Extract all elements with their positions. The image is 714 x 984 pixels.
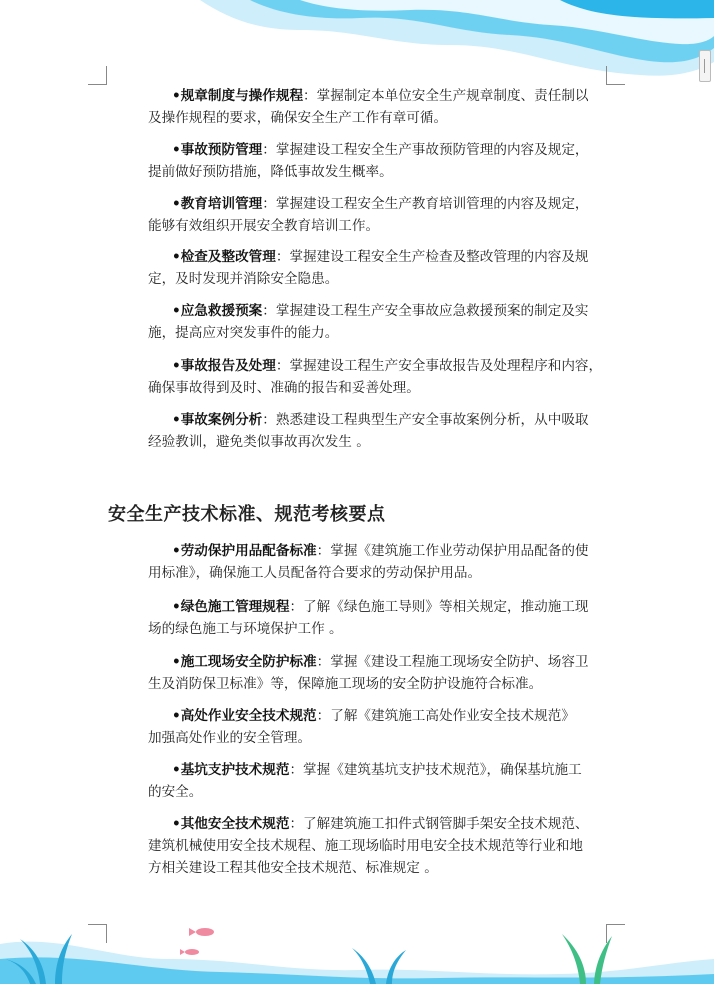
item-text: ：掌握《建筑施工作业劳动保护用品配备的使 xyxy=(316,543,589,559)
list-item xyxy=(148,813,610,879)
item-text: ：了解《建筑施工高处作业安全技术规范》 xyxy=(316,708,575,724)
item-text: ：掌握《建筑基坑支护技术规范》，确保基坑施工 xyxy=(289,762,582,778)
item-text: 方相关建设工程其他安全技术规范、标准规定 。 xyxy=(148,860,438,876)
scroll-handle[interactable] xyxy=(699,50,711,82)
section-heading: 安全生产技术标准、规范考核要点 xyxy=(108,504,386,525)
item-text: 提前做好预防措施，降低事故发生概率。 xyxy=(148,164,393,180)
item-text: ：了解《绿色施工导则》等相关规定，推动施工现 xyxy=(289,599,589,615)
item-term: •施工现场安全防护标准 xyxy=(172,654,317,670)
page-corner-mark xyxy=(606,66,625,85)
item-text: 建筑机械使用安全技术规程、施工现场临时用电安全技术规范等行业和地 xyxy=(148,838,583,854)
list-item xyxy=(148,85,610,129)
list-item xyxy=(148,540,610,584)
item-text: 用标准》，确保施工人员配备符合要求的劳动保护用品。 xyxy=(148,565,482,581)
item-term: •教育培训管理 xyxy=(172,196,263,212)
item-text: 及操作规程的要求，确保安全生产工作有章可循。 xyxy=(148,110,448,126)
item-text: 定，及时发现并消除安全隐患。 xyxy=(148,271,339,287)
item-term: •高处作业安全技术规范 xyxy=(172,708,317,724)
item-text: ：掌握建设工程安全生产事故预防管理的内容及规定， xyxy=(262,142,589,158)
item-text: 能够有效组织开展安全教育培训工作。 xyxy=(148,218,380,234)
item-term: •基坑支护技术规范 xyxy=(172,762,290,778)
list-item xyxy=(148,651,610,695)
item-text: ：掌握建设工程安全生产教育培训管理的内容及规定， xyxy=(262,196,589,212)
item-term: •应急救援预案 xyxy=(172,303,263,319)
item-text: 生及消防保卫标准》等，保障施工现场的安全防护设施符合标准。 xyxy=(148,676,543,692)
bottom-wave-decoration xyxy=(0,904,714,984)
item-text: 场的绿色施工与环境保护工作 。 xyxy=(148,621,343,637)
item-text: ：掌握制定本单位安全生产规章制度、责任制以 xyxy=(303,88,589,104)
item-text: ：了解建筑施工扣件式钢管脚手架安全技术规范、 xyxy=(289,816,589,832)
item-term: •事故报告及处理 xyxy=(172,358,276,374)
list-item xyxy=(148,139,610,183)
list-item xyxy=(148,759,610,803)
item-text: ：掌握建设工程生产安全事故应急救援预案的制定及实 xyxy=(262,303,589,319)
item-term: •规章制度与操作规程 xyxy=(172,88,304,104)
item-text: ：掌握建设工程安全生产检查及整改管理的内容及规 xyxy=(275,249,589,265)
item-text: ：熟悉建设工程典型生产安全事故案例分析，从中吸取 xyxy=(262,412,589,428)
item-term: •事故案例分析 xyxy=(172,412,263,428)
item-text: 确保事故得到及时、准确的报告和妥善处理。 xyxy=(148,380,420,396)
list-item xyxy=(148,355,610,399)
list-item xyxy=(148,705,610,749)
item-text: ：掌握建设工程生产安全事故报告及处理程序和内容， xyxy=(275,358,603,374)
item-text: 的安全。 xyxy=(148,784,203,800)
item-text: 加强高处作业的安全管理。 xyxy=(148,730,312,746)
list-item xyxy=(148,409,610,453)
item-term: •检查及整改管理 xyxy=(172,249,276,265)
item-term: •绿色施工管理规程 xyxy=(172,599,290,615)
item-term: •其他安全技术规范 xyxy=(172,816,290,832)
list-item xyxy=(148,246,610,290)
list-item xyxy=(148,596,610,640)
list-item xyxy=(148,300,610,344)
item-term: •劳动保护用品配备标准 xyxy=(172,543,317,559)
page-corner-mark xyxy=(88,66,107,85)
item-text: ：掌握《建设工程施工现场安全防护、场容卫 xyxy=(316,654,589,670)
list-item xyxy=(148,193,610,237)
item-text: 经验教训，避免类似事故再次发生 。 xyxy=(148,434,370,450)
item-text: 施，提高应对突发事件的能力。 xyxy=(148,325,339,341)
item-term: •事故预防管理 xyxy=(172,142,263,158)
